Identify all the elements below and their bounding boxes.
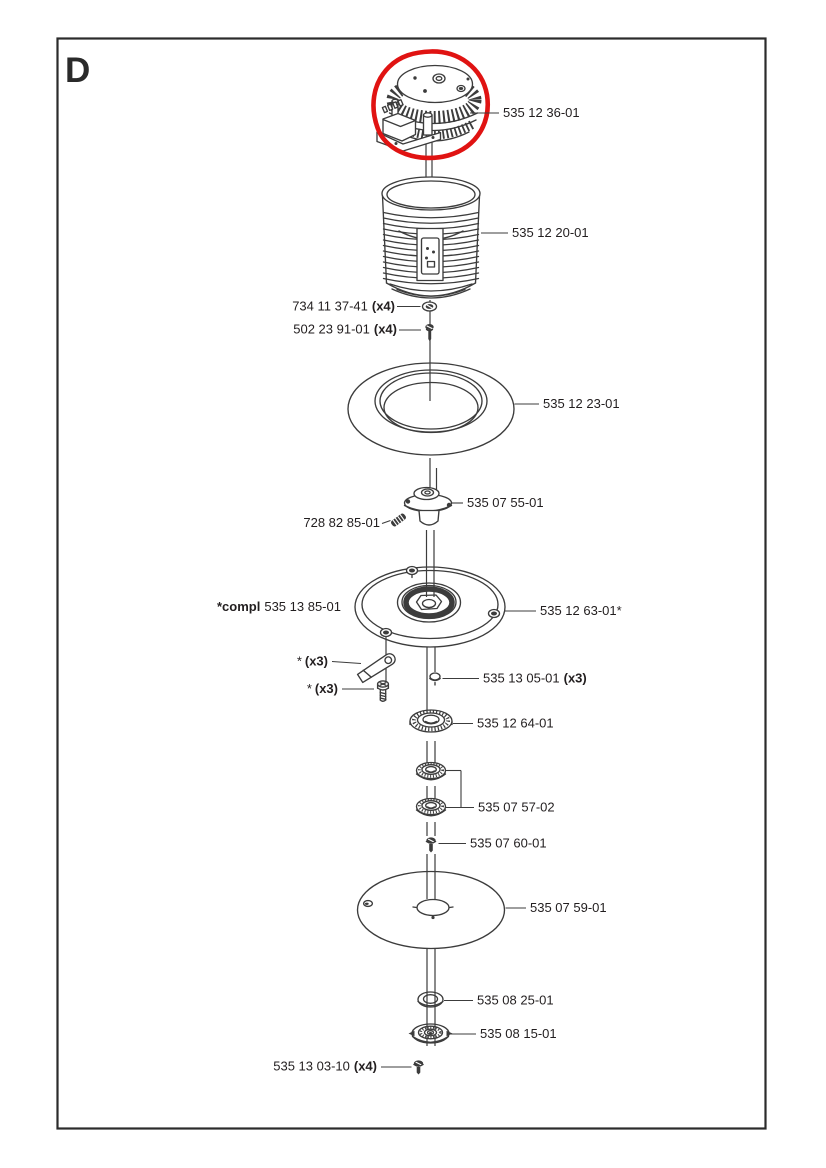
part-label-housing: 535 12 20-01 xyxy=(512,225,589,240)
part-label-bearing: 535 12 64-01 xyxy=(477,715,554,731)
ring-drawing xyxy=(348,363,514,455)
part-label-motor: 535 12 36-01 xyxy=(503,105,580,120)
part-label-disc-screw: 535 13 05-01 (x3) xyxy=(483,670,587,686)
part-label-hub-bottom: 535 08 15-01 xyxy=(480,1026,557,1041)
screw-bottom-drawing xyxy=(414,1060,423,1074)
bearing-drawing xyxy=(410,710,452,732)
blade-screw-drawing xyxy=(378,681,389,701)
panel-letter: D xyxy=(65,51,91,90)
disc-grommet-top xyxy=(407,567,418,578)
set-screw-drawing xyxy=(390,513,407,528)
part-label-screw-top: 502 23 91-01 (x4) xyxy=(293,321,397,337)
part-label-pivot-screw: 535 07 60-01 xyxy=(470,835,547,851)
hub-drawing xyxy=(405,488,452,526)
disc-grommet-right xyxy=(489,610,500,618)
washer-bottom-drawing xyxy=(418,992,443,1007)
part-label-assembly: *compl 535 13 85-01 xyxy=(217,599,341,614)
leader-blade xyxy=(332,662,361,664)
washer-top-drawing xyxy=(423,302,437,311)
part-label-blade: * (x3) xyxy=(296,653,328,669)
part-label-skid-plate: 535 07 59-01 xyxy=(530,900,607,915)
pivot-screw-drawing xyxy=(426,837,435,852)
part-label-washer-bottom: 535 08 25-01 xyxy=(477,992,554,1008)
part-label-blade-disc: 535 12 63-01* xyxy=(540,603,622,618)
bearing-pair-drawing xyxy=(417,763,446,816)
blade-disc-drawing xyxy=(355,567,505,648)
leader-set-screw xyxy=(382,521,391,524)
part-label-bearing-pair: 535 07 57-02 xyxy=(478,799,555,815)
part-label-screw-bottom: 535 13 03-10 (x4) xyxy=(273,1058,377,1074)
disc-grommet-left xyxy=(381,629,392,637)
hub-bottom-drawing xyxy=(409,1024,453,1043)
blade-drawing xyxy=(357,652,397,684)
skid-plate-drawing xyxy=(358,872,505,949)
leader-bearing-pair xyxy=(446,771,474,808)
part-label-blade-screw: * (x3) xyxy=(306,681,338,696)
disc-screw-drawing xyxy=(430,673,440,685)
part-label-washer-top: 734 11 37-41 (x4) xyxy=(292,298,395,314)
motor-drawing xyxy=(373,51,487,157)
screw-top-drawing xyxy=(425,324,433,342)
motor-post-center xyxy=(424,115,433,135)
part-label-set-screw: 728 82 85-01 xyxy=(303,515,380,530)
part-label-hub: 535 07 55-01 xyxy=(467,495,544,510)
part-label-ring: 535 12 23-01 xyxy=(543,396,620,411)
housing-slot xyxy=(417,229,443,281)
housing-drawing xyxy=(382,177,480,298)
